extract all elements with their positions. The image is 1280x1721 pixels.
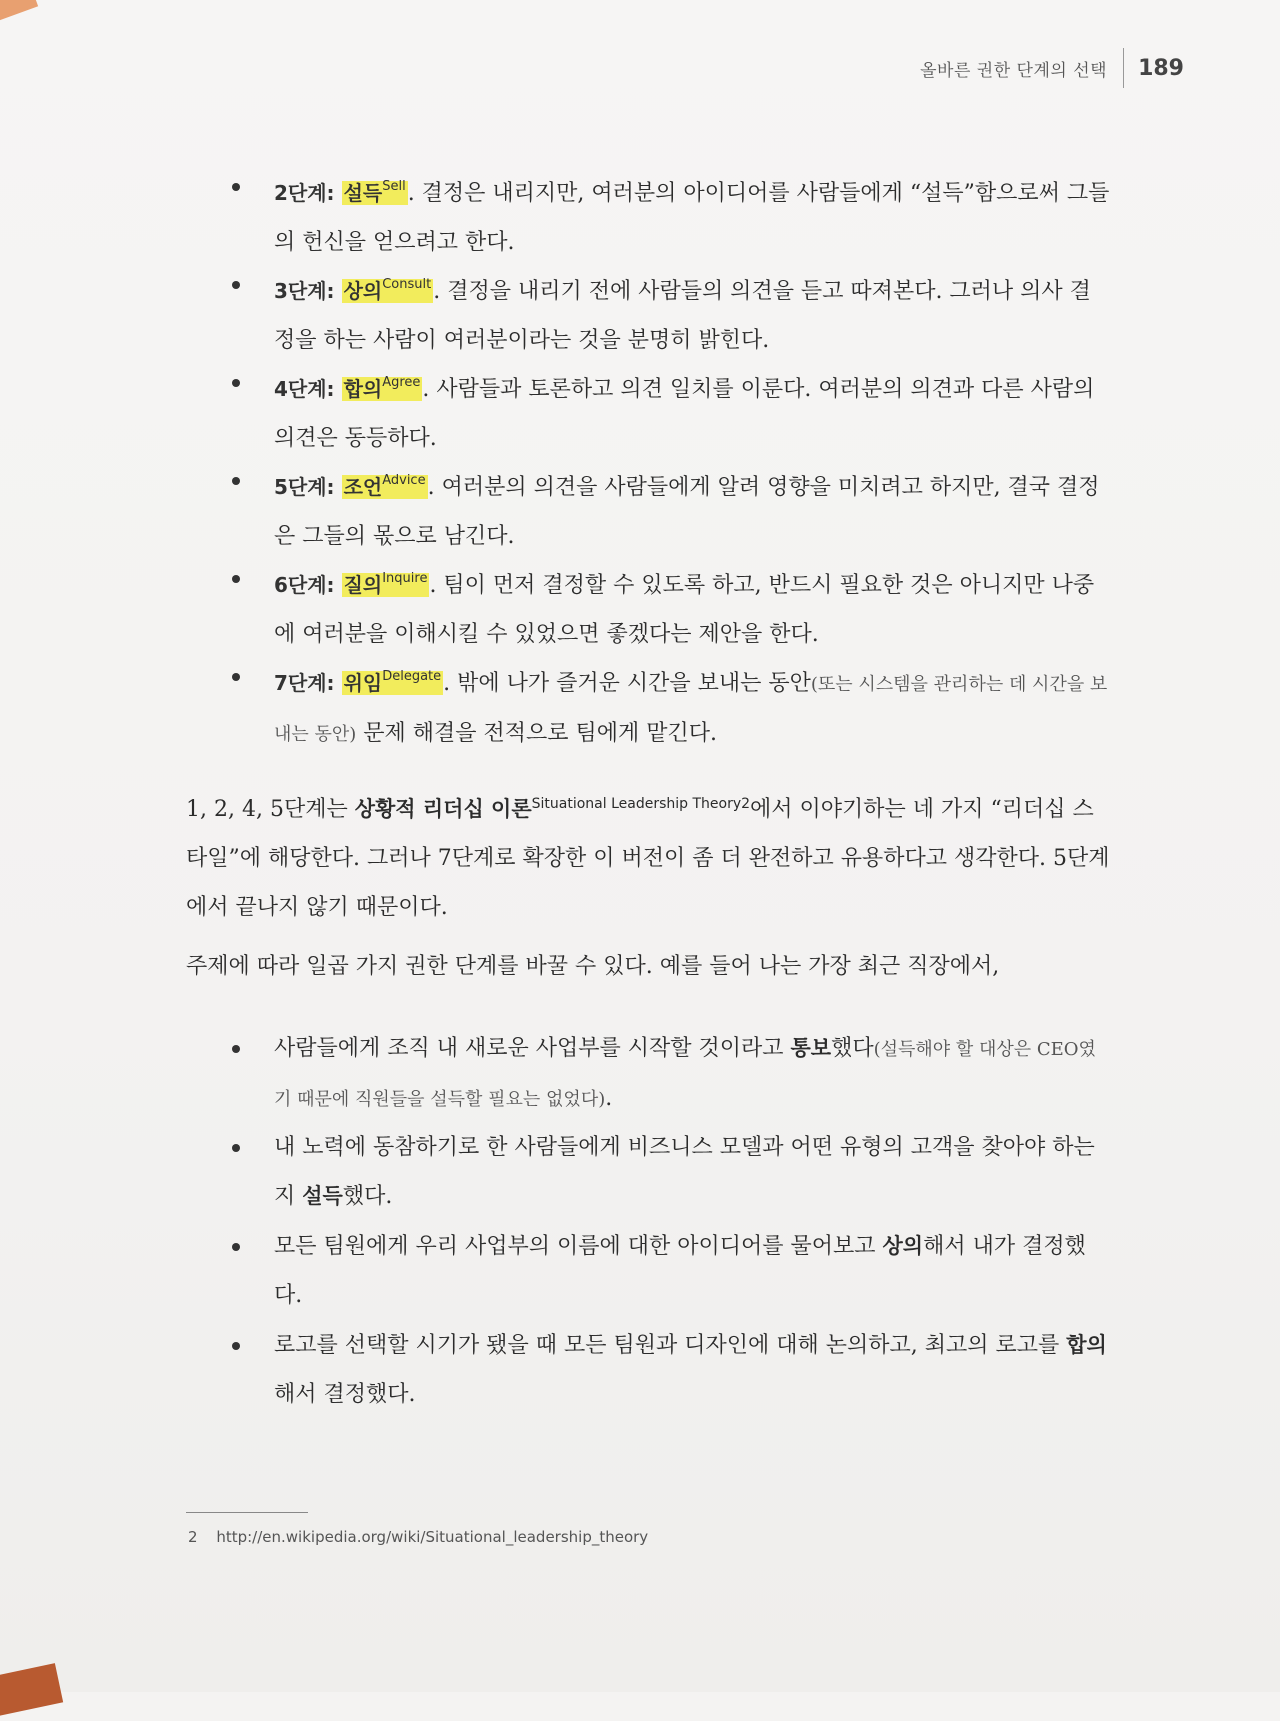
step-level: 2단계: bbox=[274, 181, 335, 205]
step-level: 4단계: bbox=[274, 377, 335, 401]
paragraph-example-intro: 주제에 따라 일곱 가지 권한 단계를 바꿀 수 있다. 예를 들어 나는 가장 최근 직장에서, bbox=[186, 954, 1000, 979]
step-item-7 bbox=[232, 652, 1112, 750]
step-item-3 bbox=[232, 260, 1112, 358]
step-item-4 bbox=[232, 358, 1112, 456]
step-item-2 bbox=[232, 162, 1112, 260]
step-description: . 여러분의 의견을 사람들에게 알려 영향을 미치려고 하지만, 결국 결정은 그들의 몫으로 남긴다. bbox=[274, 475, 1100, 549]
step-term-highlight: 상의$^{Consult}$ bbox=[343, 277, 432, 303]
step-level: 5단계: bbox=[274, 475, 335, 499]
step-level: 3단계: bbox=[274, 279, 335, 303]
example-bold-term: 합의 bbox=[1066, 1333, 1107, 1357]
page-corner-decoration bbox=[0, 0, 38, 30]
term-english-sup: Situational Leadership Theory2 bbox=[531, 796, 751, 812]
example-bold-term: 상의 bbox=[882, 1234, 924, 1258]
step-aside: (또는 시스템을 관리하는 데 시간을 보내는 동안) bbox=[274, 674, 1108, 745]
footnote-rule bbox=[186, 1512, 308, 1513]
step-description: . 팀이 먼저 결정할 수 있도록 하고, 반드시 필요한 것은 아니지만 나중에 여러분을 이해시킬 수 있었으면 좋겠다는 제안을 한다. bbox=[274, 573, 1095, 647]
bullet-icon bbox=[232, 477, 240, 485]
footnote-number: 2 bbox=[188, 1528, 198, 1546]
page-number: 189 bbox=[1138, 55, 1184, 81]
section-title: 올바른 권한 단계의 선택 bbox=[920, 60, 1108, 81]
bullet-icon bbox=[232, 379, 240, 387]
examples-list bbox=[232, 1024, 1112, 1420]
example-item: 로고를 선택할 시기가 됐을 때 모든 팀원과 디자인에 대해 논의하고, 최고의 로고를 합의해서 결정했다. bbox=[232, 1321, 1112, 1420]
bullet-icon bbox=[232, 183, 240, 191]
bullet-icon bbox=[232, 281, 240, 289]
running-header bbox=[920, 48, 1184, 88]
step-description: . 사람들과 토론하고 의견 일치를 이룬다. 여러분의 의견과 다른 사람의 의견은 동등하다. bbox=[274, 377, 1095, 451]
step-term-highlight: 설득$^{Sell}$ bbox=[343, 179, 406, 205]
step-term-highlight: 합의$^{Agree}$ bbox=[343, 375, 421, 401]
bullet-icon bbox=[232, 673, 240, 681]
example-bold-term: 설득 bbox=[302, 1184, 343, 1208]
step-term-highlight: 조언$^{Advice}$ bbox=[343, 473, 426, 499]
step-item-5 bbox=[232, 456, 1112, 554]
step-description: . 결정을 내리기 전에 사람들의 의견을 듣고 따져본다. 그러나 의사 결정을 하는 사람이 여러분이라는 것을 분명히 밝힌다. bbox=[274, 279, 1091, 353]
header-divider bbox=[1123, 48, 1124, 88]
step-description-tail: 문제 해결을 전적으로 팀에게 맡긴다. bbox=[356, 721, 718, 746]
footnote-link[interactable]: http://en.wikipedia.org/wiki/Situational_leadership_theory bbox=[216, 1528, 649, 1546]
bullet-icon bbox=[232, 1243, 240, 1251]
bullet-icon bbox=[232, 575, 240, 583]
paragraph-situational-leadership: 1, 2, 4, 5단계는 상황적 리더십 이론$^{Situational Leadership Theory2}$에서 이야기하는 네 가지 “리더십 스타일”에 해당한다. 그러나 7단계로 확장한 이 버전이 좀 더 완전하고 유용하다고 생각한다. 5단계에서 끝나지 않기 때문이다. bbox=[186, 796, 1110, 920]
example-item: 사람들에게 조직 내 새로운 사업부를 시작할 것이라고 통보했다(설득해야 할 대상은 CEO였기 때문에 직원들을 설득할 필요는 없었다). bbox=[232, 1024, 1112, 1123]
bullet-icon bbox=[232, 1144, 240, 1152]
delegation-steps-list bbox=[232, 162, 1112, 750]
example-item: 내 노력에 동참하기로 한 사람들에게 비즈니스 모델과 어떤 유형의 고객을 찾아야 하는지 설득했다. bbox=[232, 1123, 1112, 1222]
step-item-6 bbox=[232, 554, 1112, 652]
step-term-highlight: 질의$^{Inquire}$ bbox=[343, 571, 428, 597]
example-bold-term: 통보 bbox=[790, 1036, 832, 1060]
footnote bbox=[188, 1528, 648, 1546]
bullet-icon bbox=[232, 1045, 240, 1053]
step-level: 6단계: bbox=[274, 573, 335, 597]
term-bold: 상황적 리더십 이론 bbox=[354, 797, 532, 821]
step-level: 7단계: bbox=[274, 671, 335, 695]
example-aside: (설득해야 할 대상은 CEO였기 때문에 직원들을 설득할 필요는 없었다) bbox=[274, 1039, 1096, 1110]
example-item: 모든 팀원에게 우리 사업부의 이름에 대한 아이디어를 물어보고 상의해서 내가 결정했다. bbox=[232, 1222, 1112, 1321]
page-corner-decoration-bottom bbox=[0, 1663, 63, 1721]
step-term-highlight: 위임$^{Delegate}$ bbox=[343, 669, 442, 695]
step-description: . 밖에 나가 즐거운 시간을 보내는 동안 bbox=[443, 671, 811, 696]
bullet-icon bbox=[232, 1342, 240, 1350]
step-description: . 결정은 내리지만, 여러분의 아이디어를 사람들에게 “설득”함으로써 그들의 헌신을 얻으려고 한다. bbox=[274, 181, 1110, 255]
